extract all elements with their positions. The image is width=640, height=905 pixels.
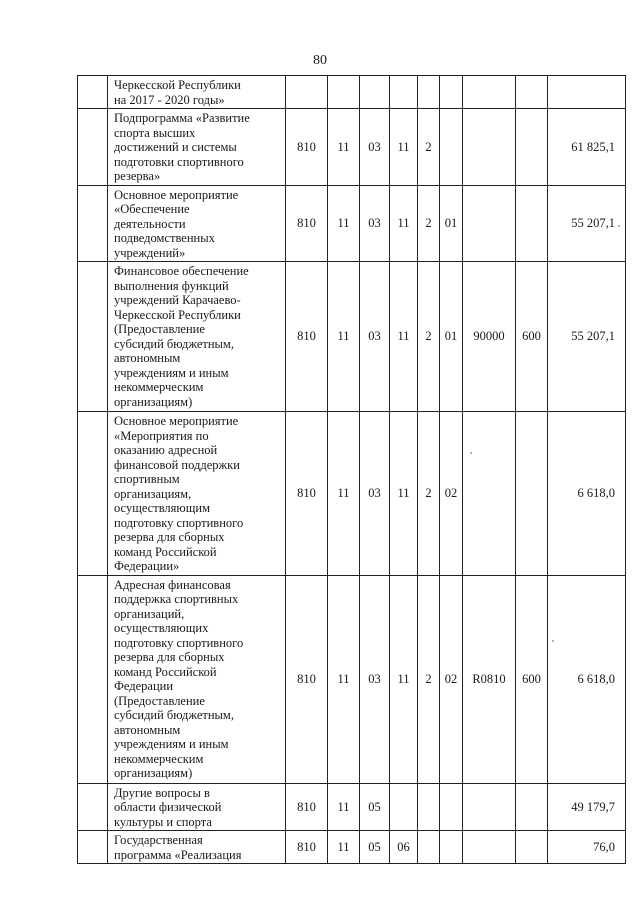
cell-program: 11 (390, 262, 418, 412)
cell-index (78, 412, 108, 576)
cell-direction (463, 831, 516, 864)
cell-glavn: 810 (286, 783, 328, 831)
name-line: деятельности (114, 216, 186, 231)
cell-razdel (328, 76, 360, 109)
cell-vr (516, 76, 548, 109)
cell-name (108, 262, 286, 412)
cell-mainactivity (440, 831, 463, 864)
name-line: резерва для сборных (114, 650, 225, 664)
cell-program: 11 (390, 185, 418, 262)
name-line: организациям, (114, 486, 192, 501)
cell-mainactivity: 02 (440, 412, 463, 576)
name-line: культуры и спорта (114, 814, 212, 829)
cell-mainactivity: 02 (440, 575, 463, 783)
name-line: выполнения функций (114, 278, 229, 293)
cell-razdel: 11 (328, 185, 360, 262)
name-line: Черкесской Республики (114, 307, 241, 322)
cell-subprogram: 2 (418, 412, 440, 576)
cell-vr (516, 109, 548, 186)
table-row (78, 185, 626, 262)
cell-index (78, 262, 108, 412)
cell-index (78, 575, 108, 783)
cell-mainactivity (440, 783, 463, 831)
name-line: Подпрограмма «Развитие (114, 111, 250, 125)
cell-amount (548, 76, 626, 109)
cell-direction: R0810 (463, 575, 516, 783)
cell-podrazdel: 05 (360, 831, 390, 864)
name-line: на 2017 - 2020 годы» (114, 92, 225, 107)
cell-program (390, 783, 418, 831)
cell-razdel: 11 (328, 262, 360, 412)
name-line: области физической (114, 800, 222, 814)
name-line: (Предоставление (114, 693, 205, 708)
cell-podrazdel (360, 76, 390, 109)
cell-razdel: 11 (328, 575, 360, 783)
cell-vr (516, 831, 548, 864)
name-line: субсидий бюджетным, (114, 708, 234, 722)
cell-podrazdel: 03 (360, 412, 390, 576)
name-line: подготовки спортивного (114, 154, 244, 169)
cell-amount: 76,0 (548, 831, 626, 864)
cell-amount: 61 825,1 (548, 109, 626, 186)
cell-vr (516, 412, 548, 576)
cell-glavn (286, 76, 328, 109)
cell-name (108, 783, 286, 831)
cell-subprogram: 2 (418, 575, 440, 783)
cell-name (108, 831, 286, 864)
name-line: автономным (114, 351, 181, 365)
name-line: оказанию адресной (114, 443, 218, 457)
cell-program: 06 (390, 831, 418, 864)
cell-mainactivity (440, 109, 463, 186)
cell-index (78, 831, 108, 864)
cell-glavn: 810 (286, 262, 328, 412)
table-row (78, 575, 626, 783)
cell-index (78, 185, 108, 262)
name-line: Черкесской Республики (114, 78, 241, 92)
cell-razdel: 11 (328, 109, 360, 186)
cell-amount: 49 179,7 (548, 783, 626, 831)
cell-subprogram (418, 76, 440, 109)
cell-index (78, 76, 108, 109)
name-line: финансовой поддержки (114, 457, 240, 472)
cell-name (108, 76, 286, 109)
name-line: учреждений» (114, 245, 186, 260)
cell-podrazdel: 03 (360, 185, 390, 262)
cell-amount: 55 207,1 (548, 262, 626, 412)
table-row (78, 783, 626, 831)
cell-subprogram: 2 (418, 185, 440, 262)
name-line: спорта высших (114, 125, 196, 140)
cell-podrazdel: 03 (360, 262, 390, 412)
cell-direction (463, 412, 516, 576)
cell-glavn: 810 (286, 185, 328, 262)
name-line: организациям) (114, 394, 193, 409)
name-line: спортивным (114, 472, 180, 486)
name-line: команд Российской (114, 664, 217, 679)
page-number: 80 (313, 53, 327, 68)
cell-program (390, 76, 418, 109)
table-row (78, 109, 626, 186)
name-line: резерва» (114, 169, 161, 183)
cell-podrazdel: 03 (360, 575, 390, 783)
name-line: Федерации (114, 679, 174, 693)
name-line: Основное мероприятие (114, 187, 239, 202)
name-line: Финансовое обеспечение (114, 264, 249, 278)
cell-direction (463, 185, 516, 262)
name-line: учреждениям и иным (114, 737, 229, 751)
cell-program: 11 (390, 575, 418, 783)
cell-amount: 6 618,0 (548, 412, 626, 576)
cell-amount: 6 618,0 (548, 575, 626, 783)
name-line: подготовку спортивного (114, 515, 244, 530)
cell-vr (516, 783, 548, 831)
name-line: Адресная финансовая (114, 577, 231, 592)
cell-name (108, 185, 286, 262)
name-line: программа «Реализация (114, 847, 242, 862)
cell-direction (463, 76, 516, 109)
name-line: подготовку спортивного (114, 635, 244, 650)
cell-glavn: 810 (286, 575, 328, 783)
cell-name (108, 412, 286, 576)
cell-glavn: 810 (286, 412, 328, 576)
cell-podrazdel: 03 (360, 109, 390, 186)
cell-razdel: 11 (328, 831, 360, 864)
name-line: «Мероприятия по (114, 428, 209, 443)
name-line: подведомственных (114, 231, 215, 245)
cell-name (108, 109, 286, 186)
cell-amount: 55 207,1 (548, 185, 626, 262)
name-line: осуществляющим (114, 501, 210, 515)
table-row (78, 412, 626, 576)
name-line: некоммерческим (114, 380, 204, 394)
name-line: автономным (114, 722, 181, 737)
cell-index (78, 783, 108, 831)
cell-mainactivity (440, 76, 463, 109)
cell-vr: 600 (516, 575, 548, 783)
cell-mainactivity: 01 (440, 262, 463, 412)
name-line: некоммерческим (114, 751, 204, 766)
table-row (78, 76, 626, 109)
name-line: резерва для сборных (114, 530, 225, 544)
table-row (78, 831, 626, 864)
cell-mainactivity: 01 (440, 185, 463, 262)
name-line: (Предоставление (114, 322, 205, 336)
cell-direction (463, 783, 516, 831)
name-line: организациям) (114, 766, 193, 780)
cell-subprogram: 2 (418, 109, 440, 186)
cell-subprogram (418, 831, 440, 864)
cell-subprogram (418, 783, 440, 831)
name-line: достижений и системы (114, 140, 237, 154)
name-line: организаций, (114, 606, 185, 621)
name-line: «Обеспечение (114, 202, 190, 216)
budget-table (77, 75, 626, 864)
cell-program: 11 (390, 412, 418, 576)
cell-direction: 90000 (463, 262, 516, 412)
name-line: Федерации» (114, 559, 180, 573)
name-line: команд Российской (114, 544, 217, 559)
name-line: учреждениям и иным (114, 365, 229, 380)
cell-name (108, 575, 286, 783)
name-line: Основное мероприятие (114, 414, 239, 428)
name-line: Государственная (114, 833, 203, 847)
cell-index (78, 109, 108, 186)
name-line: Другие вопросы в (114, 785, 210, 800)
cell-glavn: 810 (286, 109, 328, 186)
cell-glavn: 810 (286, 831, 328, 864)
name-line: учреждений Карачаево- (114, 293, 241, 307)
cell-direction (463, 109, 516, 186)
table-row (78, 262, 626, 412)
cell-razdel: 11 (328, 783, 360, 831)
cell-razdel: 11 (328, 412, 360, 576)
cell-program: 11 (390, 109, 418, 186)
cell-vr: 600 (516, 262, 548, 412)
cell-podrazdel: 05 (360, 783, 390, 831)
cell-vr (516, 185, 548, 262)
name-line: субсидий бюджетным, (114, 336, 234, 351)
name-line: поддержка спортивных (114, 592, 239, 606)
cell-subprogram: 2 (418, 262, 440, 412)
name-line: осуществляющих (114, 621, 209, 635)
